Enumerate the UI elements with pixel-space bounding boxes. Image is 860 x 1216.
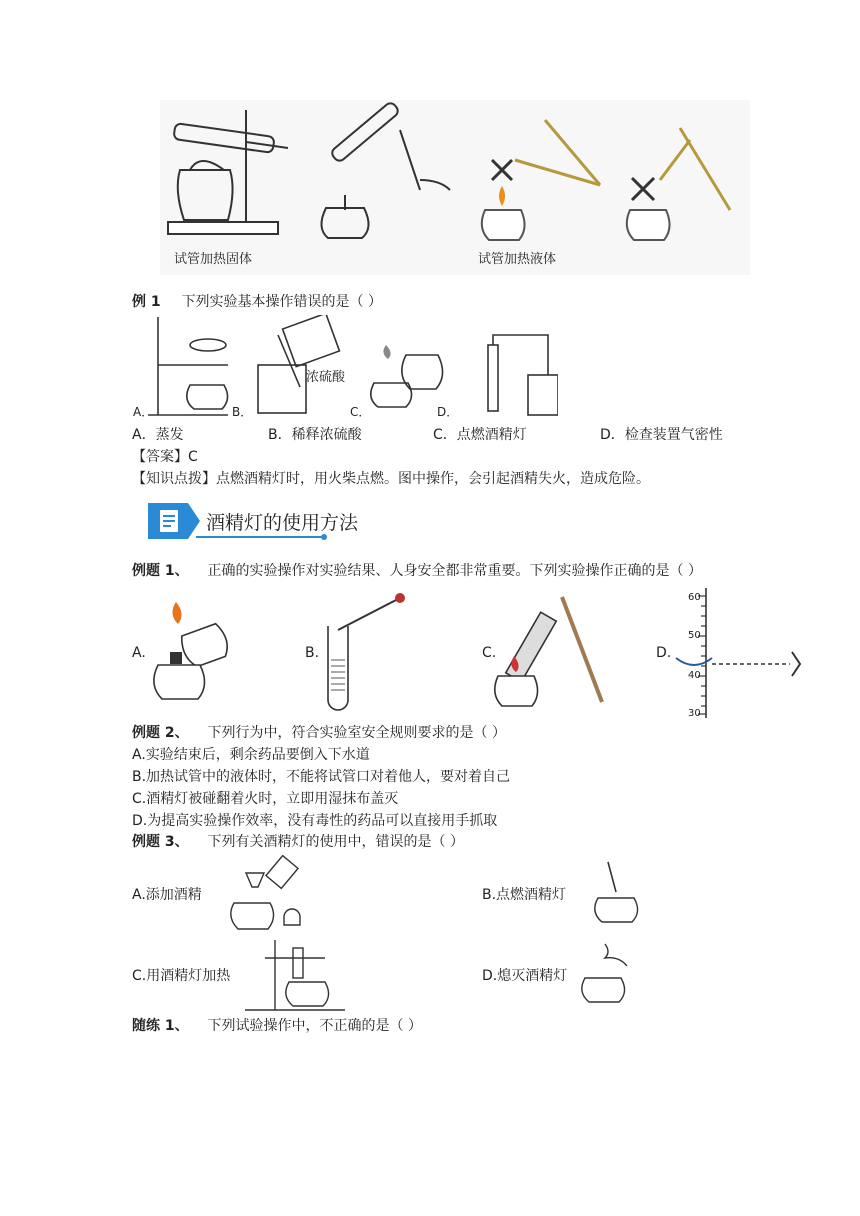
heating-test-tube-figure <box>160 100 750 275</box>
q3-question <box>132 832 464 852</box>
q2-option-c: C.酒精灯被碰翻着火时，立即用湿抹布盖灭 <box>132 791 399 807</box>
example1-option-d: D．检查装置气密性 <box>600 427 723 443</box>
practice1-question <box>132 1016 422 1036</box>
q1-letter-d: D. <box>656 645 672 661</box>
section-underline-dot <box>321 534 327 540</box>
q3-option-d: D.熄灭酒精灯 <box>482 968 568 984</box>
section-title: 酒精灯的使用方法 <box>206 512 359 534</box>
q3-option-c: C.用酒精灯加热 <box>132 968 231 984</box>
q1-letter-b: B. <box>305 645 320 661</box>
caption-heating-solid: 试管加热固体 <box>174 252 253 267</box>
q3-option-a: A.添加酒精 <box>132 887 202 903</box>
example1-tip <box>132 469 650 489</box>
q1-scale-40: 40 <box>688 670 701 681</box>
example1-question <box>132 292 382 312</box>
q3-figure-c <box>235 938 350 1013</box>
example1-label: 例 1 <box>132 294 161 310</box>
caption-heating-liquid: 试管加热液体 <box>478 252 557 267</box>
example1-option-c: C．点燃酒精灯 <box>433 427 527 443</box>
q3-figure-d <box>575 938 645 1013</box>
q1-scale-50: 50 <box>688 630 701 641</box>
q2-option-d: D.为提高实验操作效率，没有毒性的药品可以直接用手抓取 <box>132 813 498 829</box>
q1-question <box>132 561 702 581</box>
q1-figure-b <box>322 590 412 715</box>
q2-question <box>132 723 506 743</box>
q1-label: 例题 1、 <box>132 563 189 579</box>
tip-text: 点燃酒精灯时，用火柴点燃。图中操作，会引起酒精失火，造成危险。 <box>216 471 650 487</box>
q1-text: 正确的实验操作对实验结果、人身安全都非常重要。下列实验操作正确的是（ ） <box>207 563 702 579</box>
q1-letter-c: C. <box>482 645 497 661</box>
q1-scale-30: 30 <box>688 708 701 719</box>
q2-option-b: B.加热试管中的液体时，不能将试管口对着他人，要对着自己 <box>132 769 511 785</box>
notebook-icon <box>148 503 200 539</box>
example1-option-b: B．稀释浓硫酸 <box>268 427 362 443</box>
q1-figure-a <box>146 590 241 710</box>
q1-letter-a: A. <box>132 645 146 661</box>
section-underline <box>196 536 324 538</box>
q2-label: 例题 2、 <box>132 725 189 741</box>
heating-apparatus-drawing <box>160 100 750 275</box>
q3-figure-b <box>590 858 650 928</box>
practice1-label: 随练 1、 <box>132 1018 189 1034</box>
q3-label: 例题 3、 <box>132 834 189 850</box>
example1-option-a: A．蒸发 <box>132 427 184 443</box>
q2-text: 下列行为中，符合实验室安全规则要求的是（ ） <box>207 725 506 741</box>
q3-text: 下列有关酒精灯的使用中，错误的是（ ） <box>207 834 464 850</box>
q3-option-b: B.点燃酒精灯 <box>482 887 567 903</box>
acid-label: 浓硫酸 <box>306 370 346 385</box>
q2-option-a: A.实验结束后，剩余药品要倒入下水道 <box>132 747 370 763</box>
example1-fig-label-b: B． <box>232 405 253 419</box>
example1-fig-label-a: A． <box>133 405 154 419</box>
q1-scale-60: 60 <box>688 592 701 603</box>
q1-figure-c <box>492 592 612 714</box>
example1-answer: 【答案】C <box>132 449 198 465</box>
tip-tag: 【知识点拨】 <box>132 471 216 487</box>
example1-fig-label-d: D． <box>437 405 459 419</box>
practice1-text: 下列试验操作中，不正确的是（ ） <box>207 1018 422 1034</box>
example1-question-text: 下列实验基本操作错误的是（ ） <box>181 294 382 310</box>
example1-fig-label-c: C． <box>350 405 371 419</box>
q3-figure-a <box>228 855 328 935</box>
